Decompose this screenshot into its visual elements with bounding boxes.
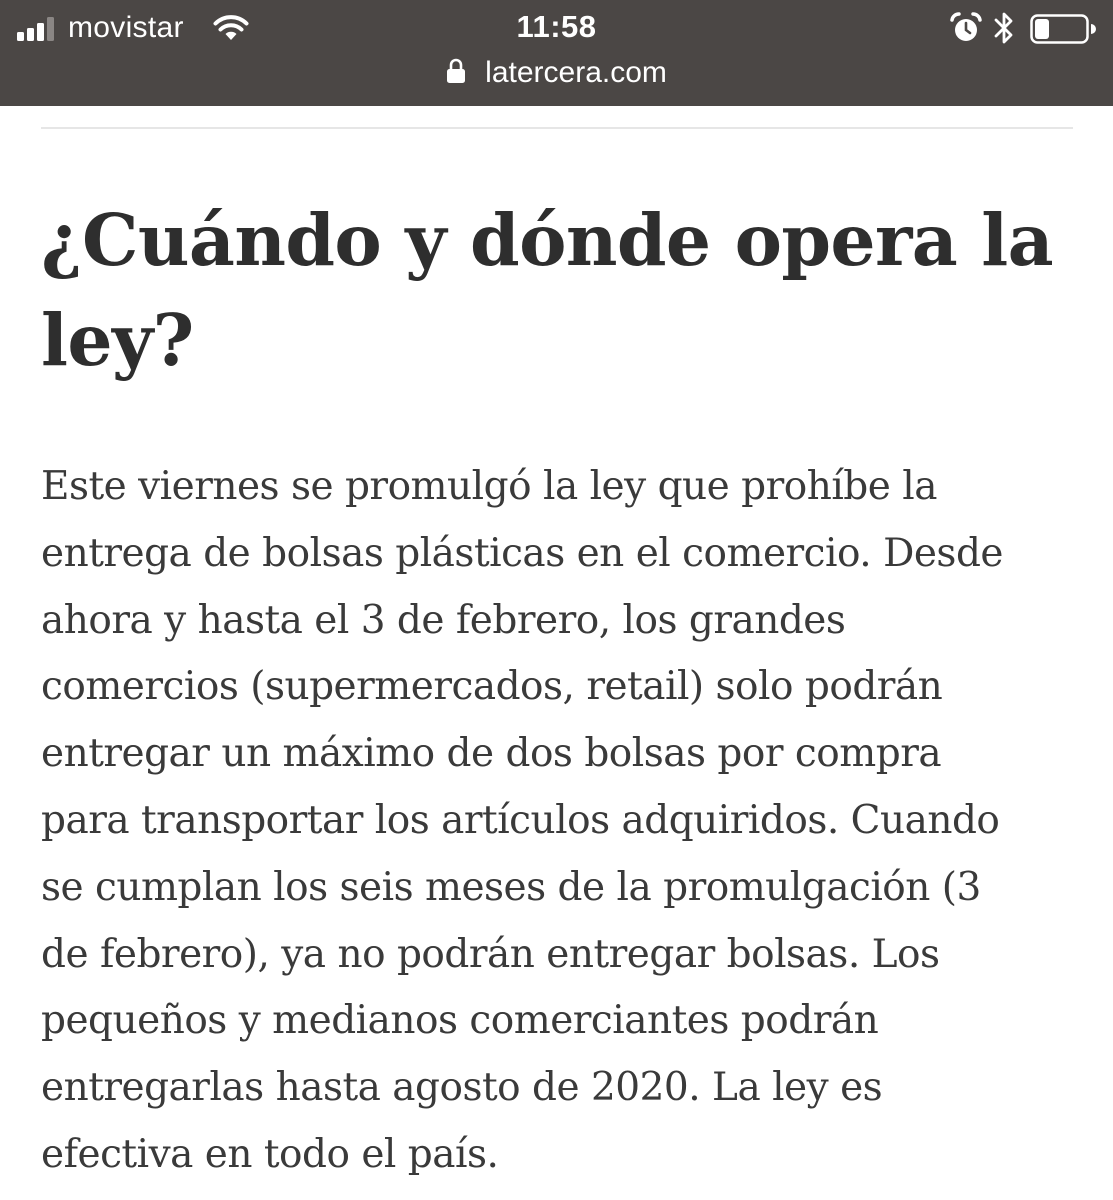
- carrier-name: movistar: [68, 11, 184, 44]
- address-bar[interactable]: [0, 52, 1113, 94]
- heading-line: ¿Cuándo y dónde opera la: [41, 198, 1054, 282]
- bluetooth-icon: [993, 11, 1015, 45]
- paragraph-line: efectiva en todo el país.: [41, 1131, 499, 1177]
- paragraph-line: entregar un máximo de dos bolsas por compra: [41, 731, 942, 777]
- paragraph-line: se cumplan los seis meses de la promulgación (3: [41, 864, 981, 910]
- paragraph-line: de febrero), ya no podrán entregar bolsas. Los: [41, 931, 940, 977]
- paragraph-line: ahora y hasta el 3 de febrero, los grandes: [41, 597, 846, 643]
- paragraph-line: para transportar los artículos adquiridos. Cuando: [41, 797, 1000, 843]
- article-paragraph: [41, 454, 1101, 1189]
- section-divider: [41, 127, 1073, 129]
- paragraph-line: comercios (supermercados, retail) solo podrán: [41, 664, 943, 710]
- paragraph-line: entrega de bolsas plásticas en el comercio. Desde: [41, 530, 1003, 576]
- paragraph-line: pequeños y medianos comerciantes podrán: [41, 998, 879, 1044]
- battery-icon: [1030, 14, 1096, 44]
- article-heading: [41, 190, 1091, 390]
- lock-icon: [446, 58, 466, 84]
- alarm-clock-icon: [950, 12, 982, 44]
- clock: 11:58: [516, 9, 597, 44]
- paragraph-line: Este viernes se promulgó la ley que prohíbe la: [41, 464, 937, 509]
- status-and-url-bar: [0, 0, 1113, 106]
- paragraph-line: entregarlas hasta agosto de 2020. La ley es: [41, 1065, 883, 1111]
- url-text[interactable]: latercera.com: [485, 56, 667, 89]
- heading-line: ley?: [41, 298, 194, 382]
- status-bar: [0, 0, 1113, 56]
